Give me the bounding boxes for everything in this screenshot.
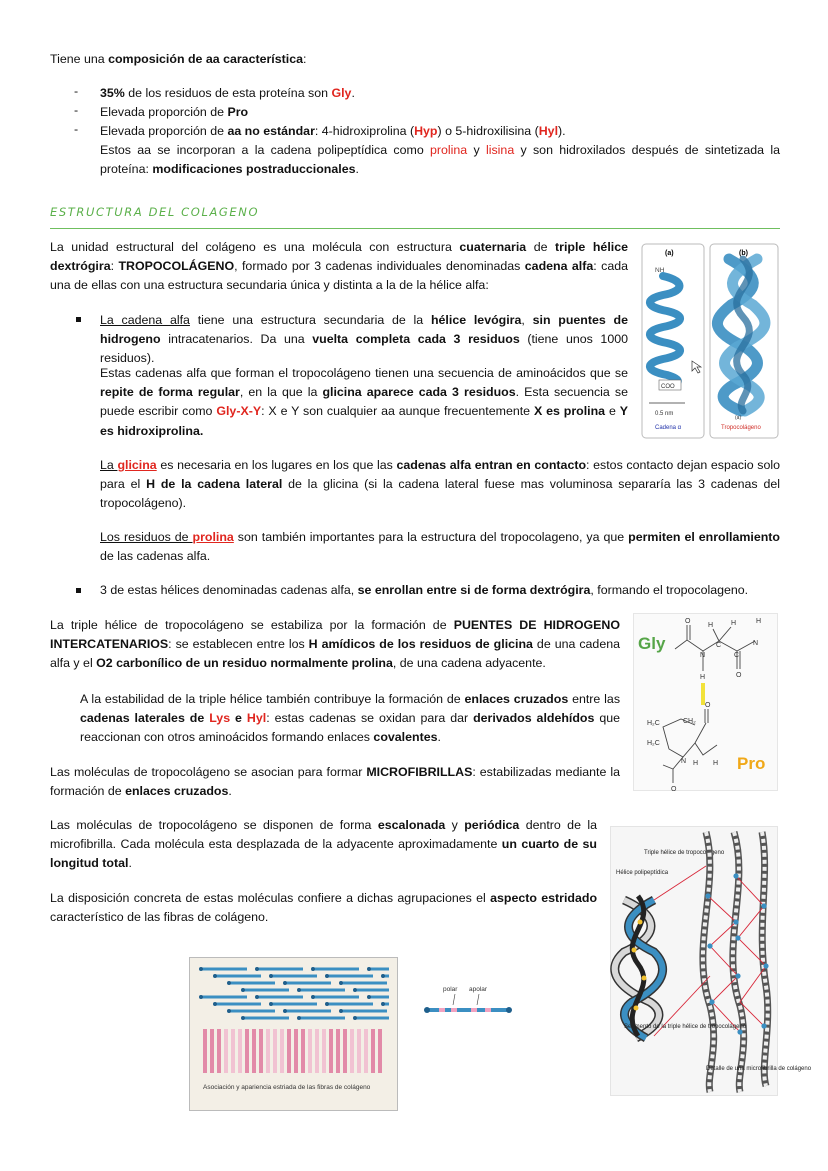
t: cadenas alfa entran en contacto (396, 458, 587, 472)
fiber-end (241, 988, 245, 992)
t: : estas cadenas se oxidan para dar (266, 711, 474, 726)
t: H amídicos de los residuos de glicina (308, 637, 533, 652)
fiber-end (339, 981, 343, 985)
t: , en la que la (239, 385, 323, 400)
svg-text:N: N (700, 652, 706, 659)
label-segment: Segmento de la triple hélice de tropocolágeno (624, 1024, 747, 1030)
fiber-end (381, 1002, 385, 1006)
t: tiene una estructura secundaria de la (189, 313, 431, 327)
t: : estos contacto dejan espacio solo para el (100, 458, 780, 492)
fiber-end (199, 967, 203, 971)
list-item (100, 103, 248, 122)
t: , formado por 3 cadenas individuales denominadas (234, 259, 525, 274)
t: característico de las fibras de colágeno. (50, 910, 269, 925)
fiber-end (297, 1016, 301, 1020)
t: Gly (331, 86, 352, 100)
fiber-end (297, 988, 301, 992)
svg-text:H: H (713, 760, 719, 767)
section-heading: ESTRUCTURA DEL COLAGENO (50, 205, 260, 219)
stripe-band (336, 1029, 340, 1073)
svg-text:O: O (685, 618, 691, 625)
label-scale: 0.5 nm (655, 411, 674, 417)
t: de las cadenas alfa. (100, 549, 211, 564)
t: repite de forma regular (100, 385, 240, 400)
t: : cada una de ellas con una estructura secundaria única y distinta a la de la hélice alfa: (50, 259, 628, 293)
t: , de una cadena adyacente. (392, 656, 546, 671)
t: . (228, 784, 232, 799)
t: Hyp (414, 124, 438, 138)
fiber-end (283, 1009, 287, 1013)
t: modificaciones postraduccionales (152, 162, 356, 177)
t: y (445, 818, 465, 832)
t: , formando el tropocolageno. (590, 583, 749, 597)
stripe-band (231, 1029, 235, 1073)
t: ). (558, 124, 566, 138)
t: : X e Y son cualquier aa aunque frecuentemente (261, 404, 534, 419)
fiber-end (255, 995, 259, 999)
t: PUENTES DE HIDROGENO INTERCATENARIOS (50, 618, 620, 652)
svg-text:O: O (705, 702, 711, 709)
label-triple-helix: Triple hélice de tropocolágeno (644, 850, 725, 856)
t: La (100, 458, 118, 472)
t: e (605, 404, 620, 419)
svg-text:H: H (731, 620, 737, 627)
t: : 4-hidroxiprolina ( (314, 124, 415, 138)
t: entre las (568, 692, 621, 706)
t: triple hélice dextrógira (50, 240, 628, 274)
fiber-end (311, 995, 315, 999)
fiber-end (325, 974, 329, 978)
t: . Esta secuencia se puede escribir como (100, 385, 628, 419)
t: Hyl (538, 124, 559, 138)
stripe-band (210, 1029, 214, 1073)
t: , (521, 313, 533, 327)
stripe-band (217, 1029, 221, 1073)
figure-hbond-svg (633, 613, 778, 791)
stripe-band (287, 1029, 291, 1073)
fiber-end (213, 1002, 217, 1006)
t: H de la cadena lateral (146, 477, 283, 492)
stripe-band (343, 1029, 347, 1073)
bullet-alpha-chain (100, 311, 628, 369)
fiber-end (325, 1002, 329, 1006)
t: Lys (209, 711, 231, 726)
label-apolar: apolar (469, 986, 488, 993)
stripe-band (273, 1029, 277, 1073)
svg-text:H: H (708, 622, 714, 629)
label-detail: Detalle de una microfibrilla de colágeno (706, 1066, 812, 1072)
t: cadenas laterales de (80, 711, 210, 726)
list-bullet: - (74, 84, 79, 98)
svg-text:C: C (716, 642, 722, 649)
stripe-band (203, 1029, 207, 1073)
t: . (128, 856, 132, 871)
t: intracatenarios. Da una (160, 332, 313, 347)
t: es necesaria en los lugares en los que las (156, 458, 397, 472)
t: La triple hélice de tropocolágeno se estabiliza por la formación de (50, 618, 454, 632)
t: Gly-X-Y (216, 404, 262, 419)
t: MICROFIBRILLAS (366, 765, 473, 779)
paragraph-crosslinks (80, 690, 620, 748)
t: : estabilizadas mediante la formación de (50, 765, 620, 799)
t: Estas cadenas alfa que forman el tropocolágeno tienen una secuencia de aminoácidos que se (100, 366, 628, 380)
list-item (100, 84, 355, 103)
t: Los residuos de (100, 530, 193, 544)
fiber-end (199, 995, 203, 999)
stripe-band (357, 1029, 361, 1073)
t: vuelta completa cada 3 residuos (312, 332, 520, 347)
t: prolina (192, 530, 234, 544)
t: : (303, 52, 307, 66)
t: Las moléculas de tropocolágeno se asocian para formar (50, 765, 367, 779)
t: . (351, 86, 355, 100)
square-bullet (76, 317, 81, 322)
svg-text:H: H (756, 618, 762, 625)
t: (tiene unos 1000 residuos). (100, 332, 628, 366)
t: ) o 5-hidroxilisina ( (437, 124, 539, 138)
stripe-band (371, 1029, 375, 1073)
svg-text:H₂C: H₂C (647, 740, 660, 747)
t: prolina (430, 143, 468, 158)
list-bullet: - (74, 122, 79, 136)
t: y son hidroxilados después de sintetizada la proteína: (100, 143, 780, 177)
intro-line (50, 50, 306, 69)
t: que reaccionan con otros aminoácidos formando enlaces (80, 711, 621, 745)
fiber-end (339, 1009, 343, 1013)
fiber-end (227, 1009, 231, 1013)
t: de (526, 240, 556, 254)
paragraph-striated (50, 889, 597, 927)
t: escalonada (377, 818, 446, 832)
figure-alpha-chain (641, 243, 779, 439)
t: y (467, 143, 486, 158)
t: La disposición concreta de estas moléculas confiere a dichas agrupaciones el (50, 891, 491, 905)
stripe-band (301, 1029, 305, 1073)
stripe-band (329, 1029, 333, 1073)
t: periódica (464, 818, 520, 832)
t: glicina (117, 458, 157, 472)
t: lisina (485, 143, 515, 158)
t: un cuarto de su longitud total (50, 837, 597, 871)
figure-striation (189, 957, 513, 1111)
t: de una cadena alfa y el (50, 637, 620, 671)
t: Tiene una (50, 52, 109, 66)
t: dentro de la microfibrilla. Cada molécula esta desplazada de la adyacente aproximadamente (50, 818, 597, 852)
t: A la estabilidad de la triple hélice también contribuye la formación de (80, 692, 465, 706)
t: e (230, 711, 247, 726)
caption-striation: Asociación y apariencia estriada de las fibras de colágeno (203, 1084, 371, 1091)
paragraph-sequence (100, 364, 628, 441)
t: : se establecen entre los (168, 637, 309, 652)
t: permiten el enrollamiento (628, 530, 780, 544)
t: Elevada proporción de (100, 105, 228, 119)
svg-text:O: O (736, 672, 742, 679)
t: O2 carbonílico de un residuo normalmente prolina (96, 656, 393, 671)
figure-striation-svg (189, 957, 513, 1111)
fiber-end (381, 974, 385, 978)
paragraph-hbonds (50, 616, 620, 674)
paragraph-staggered (50, 816, 597, 874)
label-polar: polar (443, 986, 458, 993)
t: aa no estándar (227, 124, 315, 138)
figure-hbond (633, 613, 778, 791)
label-helix: Hélice polipeptídica (616, 870, 669, 876)
caption-alpha: Cadena α (655, 425, 682, 431)
t: X es prolina (533, 404, 606, 419)
t: sin puentes de hidrogeno (100, 313, 629, 347)
svg-text:C: C (734, 652, 740, 659)
t: TROPOCOLÁGENO (118, 259, 235, 274)
label-gly: Gly (638, 634, 666, 653)
t: enlaces cruzados (464, 692, 569, 706)
pointer-apolar (477, 994, 479, 1005)
paragraph-structure (50, 238, 628, 296)
t: cuaternaria (459, 240, 527, 254)
stripe-band (259, 1029, 263, 1073)
stripe-band (308, 1029, 312, 1073)
t: derivados aldehídos (473, 711, 595, 726)
t: enlaces cruzados (125, 784, 229, 799)
label-pro: Pro (737, 754, 766, 773)
t: son también importantes para la estructura del tropocolageno, ya que (233, 530, 629, 544)
t: glicina aparece cada 3 residuos (322, 385, 516, 400)
t: se enrollan entre si de forma dextrógira (357, 583, 591, 597)
t: Y es hidroxiprolina. (100, 404, 628, 438)
fiber-end (269, 1002, 273, 1006)
stripe-band (378, 1029, 382, 1073)
label-coo: COO (661, 384, 675, 390)
paragraph-proline (100, 528, 780, 566)
t: Estos aa se incorporan a la cadena polipeptídica como (100, 143, 430, 158)
svg-text:H: H (693, 760, 699, 767)
svg-text:N: N (753, 640, 759, 647)
fiber-end (353, 1016, 357, 1020)
svg-text:CH₂: CH₂ (683, 718, 696, 725)
molecule-detail (424, 1007, 512, 1013)
t: de los residuos de esta proteína son (124, 86, 332, 100)
t: . (437, 730, 441, 745)
stripe-band (322, 1029, 326, 1073)
t: La unidad estructural del colágeno es una molécula con estructura (50, 240, 460, 254)
bullet-three-helices (100, 581, 780, 600)
label-a: (a) (665, 250, 674, 257)
paragraph-glycine (100, 456, 780, 514)
t: aspecto estridado (490, 891, 598, 905)
t: . (355, 162, 359, 177)
svg-text:N: N (681, 758, 687, 765)
svg-text:H: H (700, 674, 706, 681)
stripe-band (280, 1029, 284, 1073)
t: : (110, 259, 119, 274)
t: La cadena alfa (100, 313, 190, 327)
stripe-band (224, 1029, 228, 1073)
fiber-end (227, 981, 231, 985)
fiber-end (367, 967, 371, 971)
label-small-a: (a) (735, 415, 742, 421)
fiber-end (269, 974, 273, 978)
stripe-band (245, 1029, 249, 1073)
figure-alpha-chain-svg (641, 243, 779, 439)
label-nh: NH (655, 267, 665, 274)
svg-text:O: O (671, 786, 677, 793)
label-b: (b) (739, 250, 748, 257)
t: 35% (100, 86, 125, 100)
stripe-band (266, 1029, 270, 1073)
stripe-band (364, 1029, 368, 1073)
square-bullet (76, 588, 81, 593)
fiber-end (213, 974, 217, 978)
stripe-band (315, 1029, 319, 1073)
list-item (100, 122, 780, 180)
paragraph-microfibrils (50, 763, 620, 801)
fiber-end (241, 1016, 245, 1020)
figure-microfibril (610, 826, 812, 1096)
t: Las moléculas de tropocolágeno se disponen de forma (50, 818, 378, 832)
t: covalentes (373, 730, 438, 745)
stripe-band (238, 1029, 242, 1073)
caption-tropocollagen: Tropocolágeno (721, 425, 761, 431)
pointer-polar (453, 994, 455, 1005)
fiber-end (311, 967, 315, 971)
t: cadena alfa (524, 259, 594, 274)
fiber-end (367, 995, 371, 999)
fiber-end (353, 988, 357, 992)
list-bullet: - (74, 103, 79, 117)
svg-text:H₂C: H₂C (647, 720, 660, 727)
heading-rule (50, 228, 780, 229)
t: hélice levógira (430, 313, 522, 327)
fiber-end (255, 967, 259, 971)
t: Hyl (246, 711, 267, 726)
t: de la glicina (si la cadena lateral fuese mas voluminosa separaría las 3 cadenas del tropocolágeno). (100, 477, 780, 511)
stripe-band (252, 1029, 256, 1073)
stripe-band (294, 1029, 298, 1073)
fiber-end (283, 981, 287, 985)
stripe-band (350, 1029, 354, 1073)
t: 3 de estas hélices denominadas cadenas alfa, (100, 583, 358, 597)
t: Elevada proporción de (100, 124, 228, 138)
t: Pro (227, 105, 249, 119)
figure-microfibril-svg (610, 826, 812, 1096)
t: composición de aa característica (108, 52, 303, 66)
